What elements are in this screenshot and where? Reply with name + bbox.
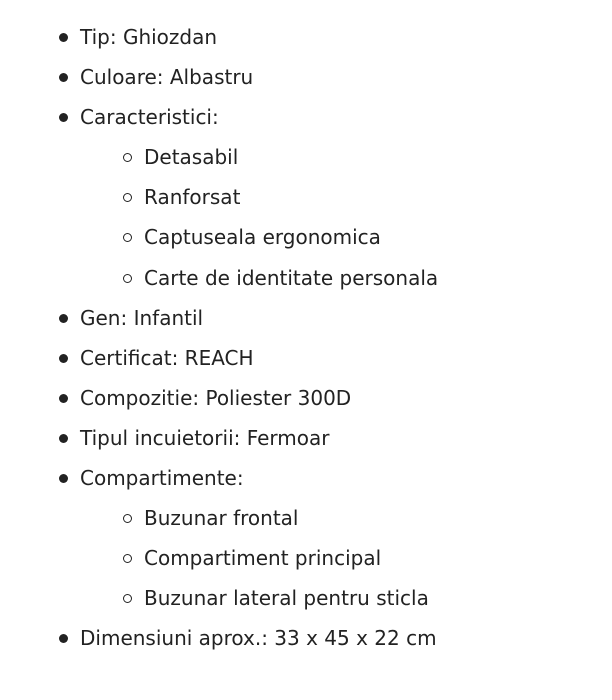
- bullet-disc-icon: [59, 394, 68, 403]
- sub-item-compartment: [0, 498, 612, 538]
- bullet-disc-icon: [59, 434, 68, 443]
- sub-item-text: Captuseala ergonomica: [144, 225, 381, 250]
- bullet-circle-icon: [123, 554, 132, 563]
- sub-item-text: Ranforsat: [144, 185, 241, 210]
- bullet-disc-icon: [59, 113, 68, 122]
- spec-item-text: Compozitie: Poliester 300D: [80, 385, 352, 410]
- spec-item-compartments: [0, 458, 612, 498]
- spec-item-closure: [0, 418, 612, 458]
- spec-item-gender: [0, 298, 612, 338]
- sub-item-text: Buzunar lateral pentru sticla: [144, 586, 429, 611]
- sub-item-text: Compartiment principal: [144, 546, 382, 571]
- spec-item-text: Culoare: Albastru: [80, 65, 254, 90]
- spec-item-composition: [0, 378, 612, 418]
- sub-item-compartment: [0, 538, 612, 578]
- sub-item-feature: [0, 258, 612, 298]
- spec-item-text: Gen: Infantil: [80, 305, 204, 330]
- spec-item-text: Tip: Ghiozdan: [80, 25, 218, 49]
- spec-item-text: Certificat: REACH: [80, 345, 254, 370]
- sub-item-compartment: [0, 578, 612, 618]
- sub-item-feature: [0, 217, 612, 257]
- spec-item-type: [0, 17, 612, 57]
- spec-item-text: Caracteristici:: [80, 105, 219, 130]
- sub-item-feature: [0, 137, 612, 177]
- bullet-disc-icon: [59, 33, 68, 42]
- bullet-circle-icon: [123, 153, 132, 162]
- sub-item-feature: [0, 177, 612, 217]
- bullet-disc-icon: [59, 474, 68, 483]
- sub-item-text: Buzunar frontal: [144, 506, 299, 531]
- bullet-disc-icon: [59, 73, 68, 82]
- bullet-disc-icon: [59, 314, 68, 323]
- spec-item-certificate: [0, 338, 612, 378]
- bullet-circle-icon: [123, 274, 132, 283]
- sub-item-text: Detasabil: [144, 145, 239, 170]
- spec-item-text: Tipul incuietorii: Fermoar: [80, 425, 330, 450]
- bullet-disc-icon: [59, 354, 68, 363]
- bullet-circle-icon: [123, 514, 132, 523]
- spec-item-text: Compartimente:: [80, 466, 244, 491]
- spec-item-text: Dimensiuni aprox.: 33 x 45 x 22 cm: [80, 626, 437, 651]
- bullet-disc-icon: [59, 634, 68, 643]
- bullet-circle-icon: [123, 233, 132, 242]
- spec-item-color: [0, 57, 612, 97]
- bullet-circle-icon: [123, 594, 132, 603]
- sub-item-text: Carte de identitate personala: [144, 265, 439, 290]
- spec-item-dimensions: [0, 618, 612, 658]
- spec-item-features: [0, 97, 612, 137]
- bullet-circle-icon: [123, 193, 132, 202]
